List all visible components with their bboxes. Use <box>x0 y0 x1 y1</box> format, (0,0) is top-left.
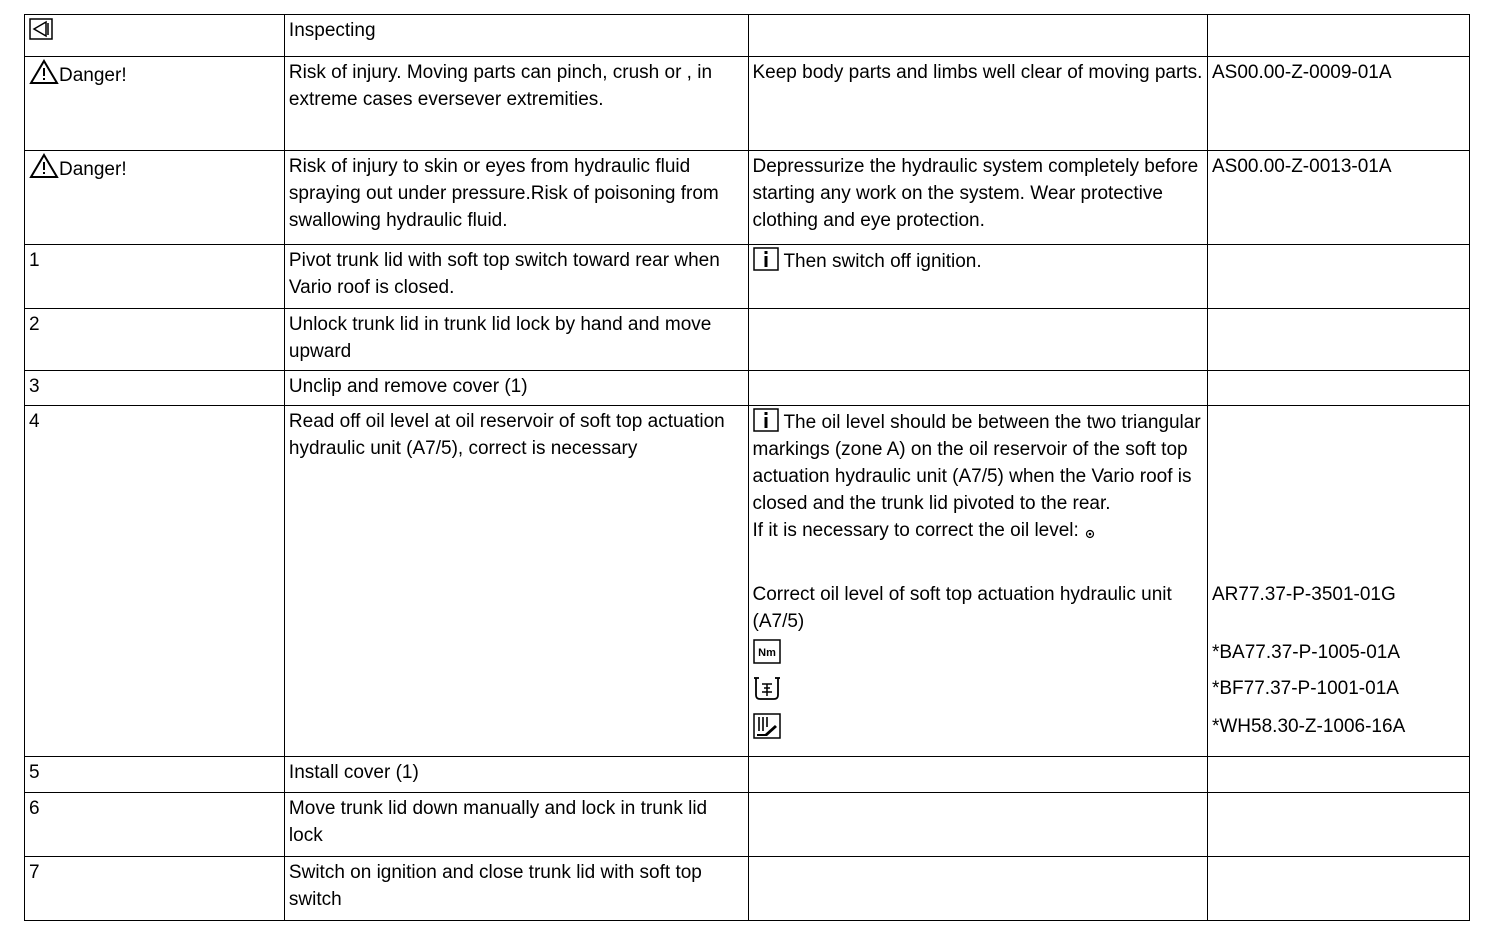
cell-action: Move trunk lid down manually and lock in trunk lid lock <box>284 793 748 857</box>
cell-action: Pivot trunk lid with soft top switch toward rear when Vario roof is closed. <box>284 245 748 309</box>
cell-step: 3 <box>25 371 285 406</box>
table-row <box>25 245 1470 309</box>
cell-step: 5 <box>25 757 285 793</box>
special-tool-icon[interactable] <box>753 713 781 739</box>
info-icon <box>753 247 779 271</box>
note-text: Then switch off ignition. <box>783 251 982 272</box>
cell-step: 1 <box>25 245 285 309</box>
warning-triangle-icon <box>29 59 59 85</box>
back-arrow-icon[interactable] <box>29 18 53 40</box>
table-row <box>25 793 1470 857</box>
cell-action: Risk of injury to skin or eyes from hydraulic fluid spraying out under pressure.Risk of poisoning from swallowing hydraulic fluid. <box>284 151 748 245</box>
cell-action: Unclip and remove cover (1) <box>284 371 748 406</box>
oil-level-note: The oil level should be between the two triangular markings (zone A) on the oil reservoir of the soft top actuation hydraulic unit (A7/5) when the Vario roof is closed and the trunk lid pivoted to the rear. <box>752 412 1201 514</box>
cell-step: 7 <box>25 857 285 921</box>
cell-ref <box>1207 757 1469 793</box>
correct-oil-note: If it is necessary to correct the oil level: <box>752 520 1079 541</box>
cell-note <box>748 309 1207 371</box>
cell-action: Risk of injury. Moving parts can pinch, crush or , in extreme cases eversever extremities. <box>284 57 748 151</box>
torque-ref[interactable]: *BA77.37-P-1005-01A <box>1211 642 1400 663</box>
procedure-table <box>24 14 1470 921</box>
cell-note <box>748 371 1207 406</box>
torque-nm-icon[interactable] <box>753 639 781 664</box>
table-row <box>25 15 1470 57</box>
table-row <box>25 151 1470 245</box>
fluid-ref[interactable]: *BF77.37-P-1001-01A <box>1211 678 1399 699</box>
cell-action: Inspecting <box>284 15 748 57</box>
cell-note <box>748 245 1207 309</box>
link-icon[interactable] <box>1084 528 1096 540</box>
cell-note <box>748 757 1207 793</box>
svg-text:Nm: Nm <box>757 647 776 659</box>
cell-note <box>748 857 1207 921</box>
table-row <box>25 757 1470 793</box>
cell-ref <box>1207 15 1469 57</box>
danger-label: Danger! <box>59 65 127 86</box>
table-row <box>25 406 1470 757</box>
correct-oil-label: Correct oil level of soft top actuation hydraulic unit (A7/5) <box>752 584 1172 632</box>
cell-action: Unlock trunk lid in trunk lid lock by hand and move upward <box>284 309 748 371</box>
cell-note <box>748 15 1207 57</box>
cell-ref <box>1207 857 1469 921</box>
cell-action: Switch on ignition and close trunk lid with soft top switch <box>284 857 748 921</box>
cell-step: 2 <box>25 309 285 371</box>
cell-note <box>748 406 1207 757</box>
warning-triangle-icon <box>29 153 59 179</box>
cell-note: Keep body parts and limbs well clear of moving parts. <box>748 57 1207 151</box>
cell-step: 4 <box>25 406 285 757</box>
cell-ref <box>1207 245 1469 309</box>
cell-action: Install cover (1) <box>284 757 748 793</box>
cell-ref <box>1207 309 1469 371</box>
cell-action: Read off oil level at oil reservoir of soft top actuation hydraulic unit (A7/5), correct is necessary <box>284 406 748 757</box>
tool-ref[interactable]: *WH58.30-Z-1006-16A <box>1211 716 1406 737</box>
table-row <box>25 371 1470 406</box>
table-row <box>25 309 1470 371</box>
cell-step <box>25 57 285 151</box>
fluid-container-icon[interactable] <box>753 675 781 701</box>
cell-step <box>25 151 285 245</box>
info-icon <box>753 408 779 432</box>
cell-ref <box>1207 793 1469 857</box>
cell-note: Depressurize the hydraulic system completely before starting any work on the system. Wear protective clothing and eye protection. <box>748 151 1207 245</box>
table-row <box>25 57 1470 151</box>
danger-label: Danger! <box>59 159 127 180</box>
cell-ref <box>1207 406 1469 757</box>
cell-ref[interactable]: AS00.00-Z-0009-01A <box>1207 57 1469 151</box>
correct-oil-ref[interactable]: AR77.37-P-3501-01G <box>1211 584 1396 605</box>
cell-step: 6 <box>25 793 285 857</box>
cell-ref[interactable]: AS00.00-Z-0013-01A <box>1207 151 1469 245</box>
cell-ref <box>1207 371 1469 406</box>
cell-note <box>748 793 1207 857</box>
table-row <box>25 857 1470 921</box>
cell-step <box>25 15 285 57</box>
